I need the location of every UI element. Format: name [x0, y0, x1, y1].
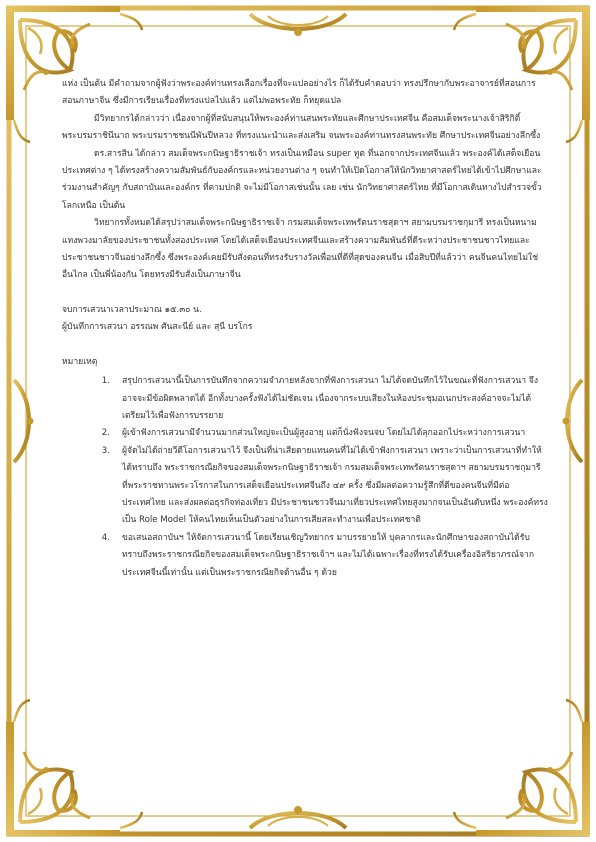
paragraph-2: มีวิทยากรได้กล่าวว่า เนื่องจากผู้ที่สนับสนุนให้พระองค์ท่านสนพระทัยและศึกษาประเทศจีน คือสมเด็จพระนางเจ้าสิริกิติ์ พระบรมราชินีนาถ พระบรมราชชนนีพันปีหลวง ที่ทรงแนะนำและส่งเสริม จนพระองค์ท่านทรงสนพระทัย ศึกษาประเทศจีนอย่างลึกซึ้ง — [62, 113, 541, 142]
notes-list — [62, 373, 548, 582]
note-item — [62, 443, 548, 530]
closing-recorder: ผู้บันทึกการเสวนา อรรณพ ศันสะนีย์ และ สุนี บรโกร — [62, 322, 253, 333]
note-item — [62, 530, 548, 582]
closing-end-time: จบการเสวนาเวลาประมาณ ๑๕.๓๐ น. — [62, 304, 202, 315]
note-number: 2. — [101, 428, 110, 439]
document-body — [62, 76, 548, 582]
note-number: 1. — [101, 376, 110, 387]
note-item — [62, 425, 548, 442]
note-number: 4. — [101, 532, 110, 543]
paragraph-4: วิทยากรทั้งหมดได้สรุปว่าสมเด็จพระกนิษฐาธิราชเจ้า กรมสมเด็จพระเทพรัตนราชสุดาฯ สยามบรมราชกุมารี ทรงเป็นหนามแทงพวงมาลัยของประชาชนทั้งสองประเทศ โดยได้เสด็จเยือนประเทศจีนและสร้างความสัมพันธ์ที่ดีระหว่างประชาชนชาวไทยและประชาชนชาวจีนอย่างลึกซึ้ง ซึ่งพระองค์เคยมีรับสั่งตอนที่ทรงรับรางวัลเพื่อนที่ดีที่สุดของคนจีน เมื่อสิบปีที่แล้วว่า คนจีนคนไทยไม่ใช่อื่นไกล เป็นพี่น้องกัน โดยทรงมีรับสั่งเป็นภาษาจีน — [62, 218, 539, 281]
paragraph-3: ดร.สารสิน ได้กล่าว สมเด็จพระกนิษฐาธิราชเจ้า ทรงเป็นเหมือน super ทูต ที่นอกจากประเทศจีนแล้ว พระองค์ได้เสด็จเยือนประเทศต่าง ๆ ได้ทรงสร้างความสัมพันธ์กับองค์กรและหน่วยงานต่าง ๆ จนทำให้เปิดโอกาสให้นักวิทยาศาสตร์ไทยได้เข้าไปศึกษาและร่วมงานสำคัญๆ กับสถาบันและองค์กร ที่ตามปกติ จะไม่มีโอกาสเช่นนั้น เลย เช่น นักวิทยาศาสตร์ไทย ที่มีโอกาสเดินทางไปสำรวจขั้วโลกเหนือ เป็นต้น — [62, 148, 542, 211]
note-text: ขอเสนอสถาบันฯ ให้จัดการเสวนานี้ โดยเรียนเชิญวิทยากร มาบรรยายให้ บุคลากรและนักศึกษาของสถาบันได้รับทราบถึงพระราชกรณียกิจของสมเด็จพระกนิษฐาธิราชเจ้าฯ และไม่ได้เฉพาะเรื่องที่ทรงได้รับเครื่องอิสริยาภรณ์จากประเทศจีนนี้เท่านั้น แต่เป็นพระราชกรณียกิจด้านอื่น ๆ ด้วย — [122, 532, 535, 578]
note-text: ผู้เข้าฟังการเสวนามีจำนวนมากส่วนใหญ่จะเป็นผู้สูงอายุ แต่ก็นั่งฟังจนจบ โดยไม่ได้ลุกออกไประหว่างการเสวนา — [122, 428, 526, 439]
note-text: สรุปการเสวนานี้เป็นการบันทึกจากความจำภายหลังจากที่ฟังการเสวนา ไม่ได้จดบันทึกไว้ในขณะที่ฟังการเสวนา จึงอาจจะมีข้อผิดพลาดได้ อีกทั้งบางครั้งฟังได้ไม่ชัดเจน เนื่องจากระบบเสียงในห้องประชุมอเนกประสงค์อาจจะไม่ได้เตรียมไว้เพื่อฟังการบรรยาย — [122, 376, 539, 421]
note-item — [62, 373, 548, 425]
notes-heading: หมายเหตุ — [62, 356, 98, 367]
paragraph-1: แห่ง เป็นต้น มีคำถามจากผู้ฟังว่าพระองค์ท่านทรงเลือกเรื่องที่จะแปลอย่างไร ก็ได้รับคำตอบว่า ทรงปรึกษากับพระอาจารย์ที่สอนการสอนภาษาจีน ซึ่งมีการเรียนเรื่องที่ทรงแปลไปแล้ว แต่ไม่พอพระทัย ก็หยุดแปล — [62, 79, 536, 107]
note-number: 3. — [101, 445, 110, 456]
note-text: ผู้จัดไม่ได้ถ่ายวีดีโอการเสวนาไว้ จึงเป็นที่น่าเสียดายแทนคนที่ไม่ได้เข้าฟังการเสวนา เพราะว่าเป็นการเสวนาที่ทำให้ได้ทราบถึง พระราชกรณียกิจของสมเด็จพระกนิษฐาธิราชเจ้า กรมสมเด็จพระเทพรัตนราชสุดาฯ สยามบรมราชกุมารี ที่พระราชทานพระวโรกาสในการเสด็จเยือนประเทศจีนถึง ๔๙ ครั้ง ซึ่งมีผลต่อความรู้สึกที่ดีของคนจีนที่มีต่อประเทศไทย และส่งผลต่อธุรกิจท่องเที่ยว มีประชาชนชาวจีนมาเที่ยวประเทศไทยสูงมากจนเป็นอันดับหนึ่ง พระองค์ทรงเป็น Role Model ให้คนไทยเห็นเป็นตัวอย่างในการเสียสละทำงานเพื่อประเทศชาติ — [122, 445, 548, 526]
